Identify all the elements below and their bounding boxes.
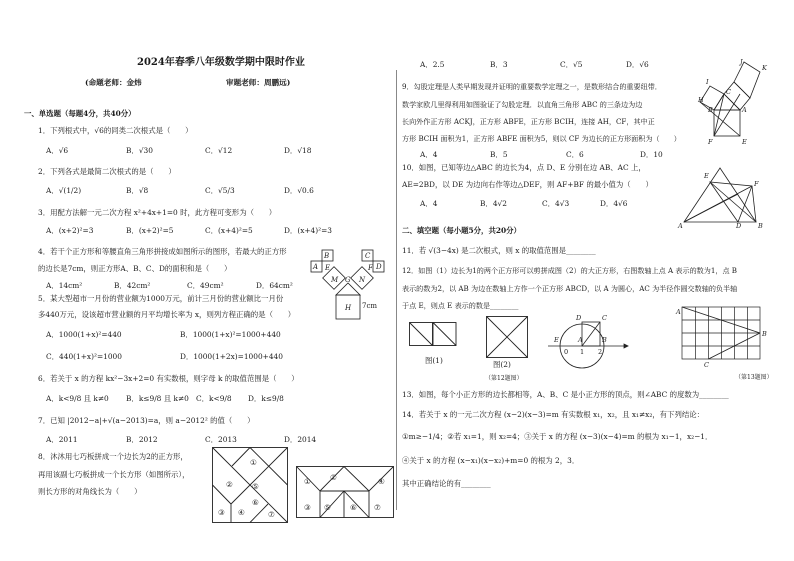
q8-label-3: ③ — [218, 508, 225, 517]
q4-label-d: D — [376, 263, 382, 271]
q9-label-i: I — [706, 78, 709, 86]
section2-heading: 二、填空题（每小题5分，共20分） — [402, 226, 521, 235]
q4-label-h: H — [345, 304, 352, 312]
q9-figure — [698, 58, 772, 150]
q8-label-2: ② — [226, 480, 233, 489]
q7-stem: 7．已知 |2012−a|+√(a−2013)=a，则 a−2012² 的值（ ） — [38, 416, 255, 425]
q4-option-b: B．42cm² — [114, 281, 151, 290]
q9-line-1: 9．勾股定理是人类早期发现并证明的重要数学定理之一，是数形结合的重要纽带． — [402, 82, 662, 91]
q7-option-a: A．2011 — [46, 435, 78, 444]
q9-label-f: F — [708, 138, 713, 146]
q12-tick-1: 1 — [580, 348, 585, 356]
reviewer-line: 审题老师：周鹏远) — [226, 78, 291, 87]
q13-label-c: C — [704, 361, 709, 369]
q4-label-c: C — [365, 252, 371, 260]
q12-fig1 — [409, 322, 457, 348]
q9-option-b: B．5 — [490, 150, 508, 159]
q5-line-2: 多440万元，设该超市营业额的月平均增长率为 x，则列方程正确的是（ ） — [38, 310, 296, 319]
q12-fig2-label: 图(2) — [493, 360, 511, 369]
q13-label-a: A — [676, 308, 681, 316]
q13-caption: （第13题图） — [735, 374, 773, 381]
q10-line-1: 10．如图，已知等边△ABC 的边长为4，点 D、E 分别在边 AB、AC 上， — [402, 163, 646, 172]
q4-label-n: N — [359, 276, 366, 284]
q12-line-2: 表示的数为2，以 AB 为边在数轴上方作一个正方形 ABCD，以 A 为圆心，AC 为半径作圆交数轴的负半轴 — [402, 284, 738, 293]
q8-label-5: ⑤ — [252, 482, 259, 491]
q9-label-c: C — [726, 88, 731, 96]
q1-option-c: C．√12 — [205, 146, 233, 155]
q8-line-1: 8．沐沐用七巧板拼成一个边长为2的正方形， — [38, 452, 188, 461]
q1-option-a: A．√6 — [46, 146, 69, 155]
q7-option-b: B．2012 — [126, 435, 158, 444]
q3-option-d: D．(x+4)²=3 — [284, 226, 333, 235]
q14-conclusions-2: ④关于 x 的方程 (x−x₁)(x−x₂)+m=0 的根为 2，3． — [402, 456, 580, 465]
q8r-label-1: ① — [304, 477, 311, 486]
q5-option-b: B．1000(1+x)²=1000+440 — [180, 330, 281, 339]
column-divider — [396, 70, 397, 510]
q9-label-h: H — [698, 96, 704, 104]
q12-fig1-label: 图(1) — [425, 356, 443, 365]
q8-label-6: ⑥ — [252, 498, 259, 507]
page-title: 2024年春季八年级数学期中限时作业 — [137, 57, 305, 68]
q4-option-d: D．64cm² — [256, 281, 293, 290]
q10-option-c: C．4√3 — [542, 199, 570, 208]
q6-option-a: A．k<9/8 且 k≠0 — [46, 394, 109, 403]
q8-option-d: D．√6 — [626, 60, 649, 69]
q6-option-b: B．k≤9/8 且 k≠0 — [126, 394, 189, 403]
q12-tick-0: 0 — [564, 348, 569, 356]
q8-line-2: 再用该副七巧板拼成一个长方形（如图所示）， — [38, 470, 190, 479]
q14-answer-line: 其中正确结论的有________ — [402, 479, 491, 488]
q12-tick-2: 2 — [598, 348, 603, 356]
q1-option-d: D．√18 — [284, 146, 312, 155]
q8r-label-6: ⑥ — [350, 503, 357, 512]
q6-option-d: D．k≤9/8 — [248, 394, 284, 403]
q14-conclusions-1: ①m≥−1/4；②若 x₁=1，则 x₂=4；③关于 x 的方程 (x−3)(x−4)=m 的根为 x₁−1，x₂−1． — [402, 432, 713, 441]
q9-line-4: 方形 BCIH 面积为1，正方形 ABFE 面积为5，则以 CF 为边长的正方形面积为（ ） — [402, 134, 681, 143]
q8-label-7: ⑦ — [268, 510, 275, 519]
q12-label-d: D — [576, 314, 582, 322]
q13-stem: 13．如图，每个小正方形的边长都相等，A、B、C 是小正方形的顶点，则∠ABC 的度数为________ — [402, 390, 729, 399]
q5-option-c: C．440(1+x)²=1000 — [46, 352, 122, 361]
q12-fig2 — [486, 316, 528, 358]
q2-option-b: B．√8 — [126, 186, 149, 195]
q8r-label-4: ④ — [378, 477, 385, 486]
q12-caption: （第12题图） — [485, 375, 523, 382]
q9-line-2: 数学家欧几里得利用如图验证了勾股定理．以直角三角形 ABC 的三条边为边 — [402, 100, 643, 109]
q14-stem: 14．若关于 x 的一元二次方程 (x−2)(x−3)=m 有实数根 x₁，x₂，且 x₁≠x₂，有下列结论： — [402, 410, 705, 419]
q12-label-a: A — [578, 336, 583, 344]
q10-option-b: B．4√2 — [480, 199, 507, 208]
setter-line: (命题老师：金炜 — [85, 78, 142, 87]
q10-option-d: D．4√6 — [600, 199, 628, 208]
q10-label-a: A — [678, 222, 683, 230]
q4-label-a: A — [313, 263, 319, 271]
q9-option-c: C．6 — [566, 150, 584, 159]
q12-label-b: B — [602, 336, 607, 344]
q9-line-3: 长向外作正方形 ACKJ，正方形 ABFE，正方形 BCIH，连接 AH，CF，其中正 — [402, 117, 655, 126]
q10-label-b: B — [758, 222, 763, 230]
q13-grid-figure — [676, 305, 768, 369]
q9-option-a: A．4 — [420, 150, 438, 159]
q2-option-d: D．√0.6 — [284, 186, 314, 195]
q1-stem: 1．下列根式中，√6的同类二次根式是（ ） — [38, 126, 193, 135]
q10-label-f: F — [754, 180, 759, 188]
q6-option-c: C．k<9/8 — [196, 394, 232, 403]
q7-option-c: C．2013 — [205, 435, 237, 444]
q4-label-f: F — [368, 264, 373, 272]
q8-label-1: ① — [250, 458, 257, 467]
q3-stem: 3．用配方法解一元二次方程 x²+4x+1=0 时，此方程可变形为（ ） — [38, 208, 277, 217]
q9-label-j: J — [740, 58, 743, 66]
q8-option-a: A．2.5 — [420, 60, 445, 69]
q9-label-a: A — [742, 106, 747, 114]
q4-label-m: M — [331, 276, 339, 284]
q10-option-a: A．4 — [420, 199, 438, 208]
section1-heading: 一、单选题（每题4分，共40分） — [24, 109, 136, 118]
q3-option-c: C．(x+4)²=5 — [205, 226, 253, 235]
q8r-label-5: ⑤ — [324, 503, 331, 512]
q8-option-b: B．3 — [490, 60, 508, 69]
q8-line-3: 则长方形的对角线长为（ ） — [38, 487, 142, 496]
q12-label-e: E — [554, 336, 559, 344]
q8r-label-2: ② — [330, 473, 337, 482]
q5-option-a: A．1000(1+x)²=440 — [46, 330, 122, 339]
q12-line-3: 于点 E，则点 E 表示的数是________ — [402, 301, 519, 310]
q8-option-c: C．√5 — [560, 60, 583, 69]
q10-label-e: E — [704, 172, 709, 180]
q6-stem: 6．若关于 x 的方程 kx²−3x+2=0 有实数根，则字母 k 的取值范围是（ ） — [38, 374, 299, 383]
q4-label-g: G — [345, 276, 351, 284]
q4-figure — [298, 240, 393, 320]
q9-label-b: B — [708, 106, 713, 114]
q9-label-k: K — [762, 64, 767, 72]
q4-line-1: 4．若干个正方形和等腰直角三角形拼接成如图所示的图形，若最大的正方形 — [38, 247, 287, 256]
q11-stem: 11．若 √(3−4x) 是二次根式，则 x 的取值范围是________ — [402, 246, 596, 255]
q12-label-c: C — [602, 314, 607, 322]
q3-option-b: B．(x+2)²=5 — [126, 226, 174, 235]
q4-label-e: E — [325, 264, 331, 272]
q9-option-d: D．10 — [640, 150, 663, 159]
q8r-label-3: ③ — [304, 503, 311, 512]
q4-label-b: B — [324, 252, 330, 260]
q2-option-c: C．√5/3 — [205, 186, 235, 195]
q10-figure — [678, 164, 770, 228]
q8r-label-7: ⑦ — [374, 503, 381, 512]
q12-line-1: 12．如图（1）边长为1的两个正方形可以剪拼成图（2）的大正方形，右图数轴上点 A 表示的数为1，点 B — [402, 266, 738, 275]
q5-line-1: 5．某大型超市一月份的营业额为1000万元，前计三月份的营业额比一月份 — [38, 294, 284, 303]
q13-label-b: B — [762, 330, 767, 338]
q2-option-a: A．√(1/2) — [46, 186, 82, 195]
q4-side-label: 7cm — [362, 302, 378, 310]
q10-label-d: D — [736, 222, 742, 230]
q4-line-2: 的边长是7cm，则正方形A、B、C、D的面积和是（ ） — [38, 264, 232, 273]
q12-number-line — [546, 312, 630, 368]
q3-option-a: A．(x+2)²=3 — [46, 226, 94, 235]
q8-tangram-square — [212, 447, 288, 523]
q4-option-c: C．49cm² — [187, 281, 224, 290]
q4-option-a: A．14cm² — [46, 281, 83, 290]
q1-option-b: B．√30 — [126, 146, 153, 155]
q8-tangram-rectangle — [296, 466, 394, 518]
q10-line-2: AE=2BD，以 DE 为边向右作等边△DEF，则 AF+BF 的最小值为（ ） — [402, 180, 653, 189]
q9-label-e: E — [742, 138, 747, 146]
q5-option-d: D．1000(1+2x)=1000+440 — [180, 352, 283, 361]
q2-stem: 2．下列各式是最简二次根式的是（ ） — [38, 167, 176, 176]
q8-label-4: ④ — [238, 508, 245, 517]
q7-option-d: D．2014 — [284, 435, 317, 444]
